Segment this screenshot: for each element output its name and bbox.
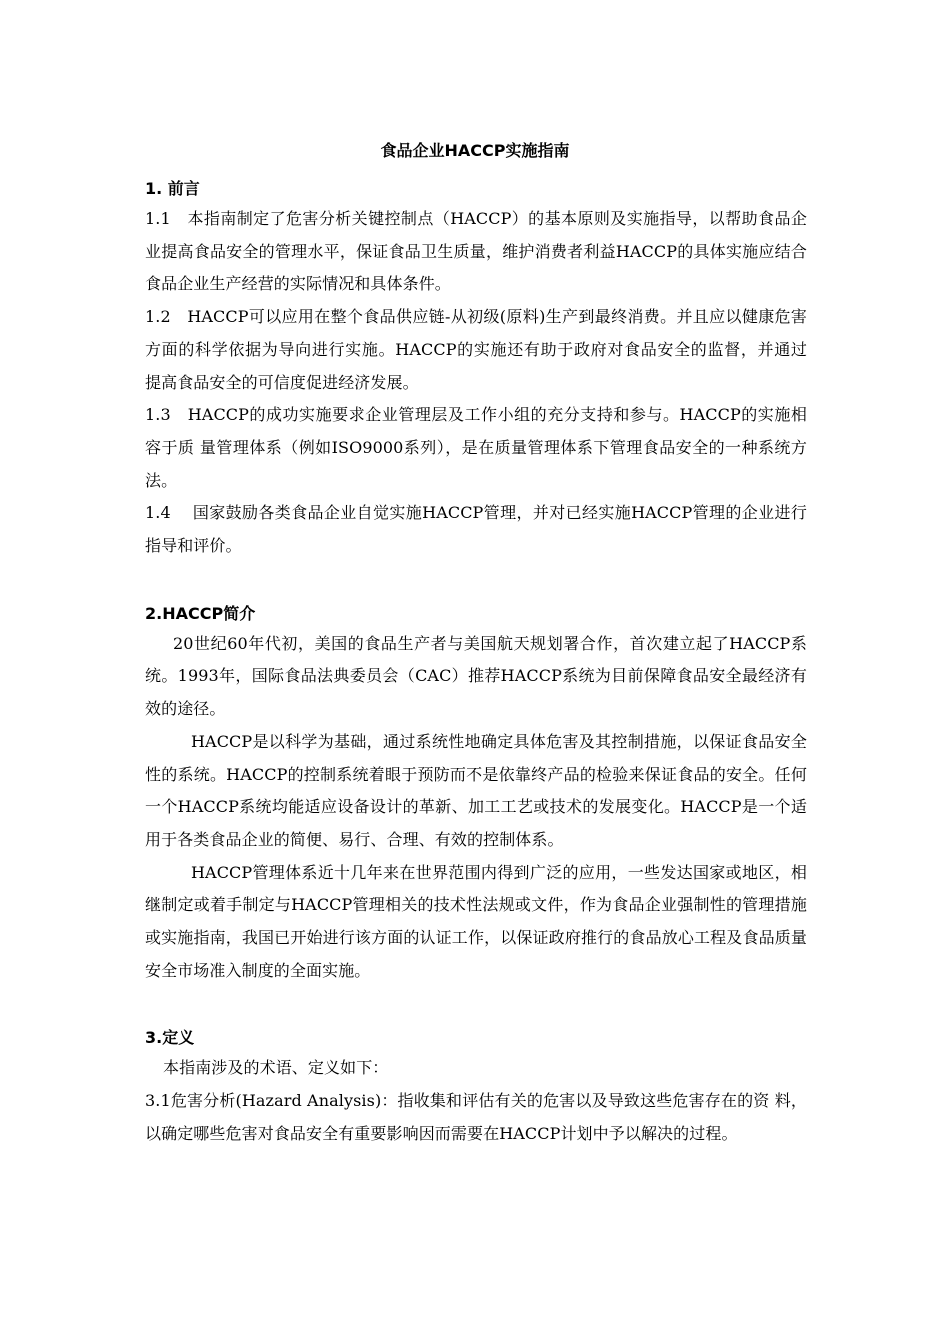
paragraph: 1.4 国家鼓励各类食品企业自觉实施HACCP管理，并对已经实施HACCP管理的企业进行指导和评价。 xyxy=(145,503,807,556)
paragraph: 1.3 HACCP的成功实施要求企业管理层及工作小组的充分支持和参与。HACCP的实施相容于质 量管理体系（例如ISO9000系列），是在质量管理体系下管理食品安全的一种系统方法。 xyxy=(145,405,807,490)
paragraph: 1.2 HACCP可以应用在整个食品供应链-从初级(原料)生产到最终消费。并且应以健康危害 方面的科学依据为导向进行实施。HACCP的实施还有助于政府对食品安全的监督，并通过 提高食品安全的可信度促进经济发展。 xyxy=(145,307,807,392)
section-heading: 1. 前言 xyxy=(145,179,200,198)
paragraph: HACCP是以科学为基础，通过系统性地确定具体危害及其控制措施，以保证食品安全性的系统。HACCP的控制系统着眼于预防而不是依靠终产品的检验来保证食品的安全。任何一个HACCP系统均能适应设备设计的革新、加工工艺或技术的发展变化。HACCP是一个适用于各类食品企业的简便、易行、合理、有效的控制体系。 xyxy=(145,731,807,849)
paragraph: 3.1危害分析(Hazard Analysis)：指收集和评估有关的危害以及导致这些危害存在的资 料，以确定哪些危害对食品安全有重要影响因而需要在HACCP计划中予以解决的过程。 xyxy=(145,1091,807,1143)
paragraph: 本指南涉及的术语、定义如下： xyxy=(163,1058,389,1078)
paragraph: 20世纪60年代初，美国的食品生产者与美国航天规划署合作，首次建立起了HACCP系统。1993年，国际食品法典委员会（CAC）推荐HACCP系统为目前保障食品安全最经济有效的途径。 xyxy=(145,633,807,719)
paragraph: 1.1 本指南制定了危害分析关键控制点（HACCP）的基本原则及实施指导，以帮助食品企业提高食品安全的管理水平，保证食品卫生质量，维护消费者利益HACCP的具体实施应结合食品企业生产经营的实际情况和具体条件。 xyxy=(145,209,807,294)
document-title: 食品企业HACCP实施指南 xyxy=(380,141,570,160)
section-haccp-intro xyxy=(145,603,807,988)
paragraph: HACCP管理体系近十几年来在世界范围内得到广泛的应用，一些发达国家或地区，相继制定或着手制定与HACCP管理相关的技术性法规或文件，作为食品企业强制性的管理措施或实施指南，我国已开始进行该方面的认证工作，以保证政府推行的食品放心工程及食品质量安全市场准入制度的全面实施。 xyxy=(145,862,807,980)
document-body xyxy=(145,178,807,1151)
section-preface xyxy=(145,178,807,563)
section-heading: 3.定义 xyxy=(145,1028,195,1048)
section-heading: 2.HACCP简介 xyxy=(145,603,256,623)
section-definitions xyxy=(145,1027,807,1150)
